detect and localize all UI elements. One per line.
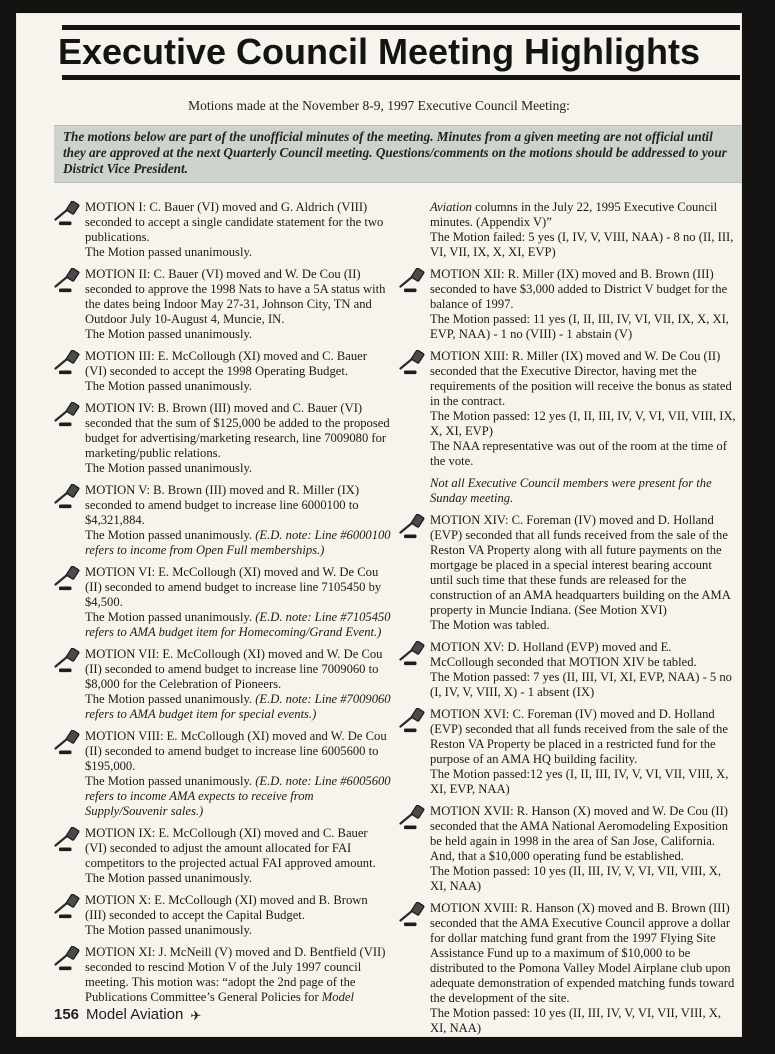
motion-paragraph [430, 409, 736, 439]
motion-text [85, 200, 391, 260]
text-run: MOTION VIII: E. McCollough (XI) moved and W. De Cou (II) seconded to amend budget to increase line 6005600 to $195,000. [85, 729, 387, 773]
motion-paragraph [430, 767, 736, 797]
text-run: The Motion passed:12 yes (I, II, III, IV, V, VI, VII, VIII, X, XI, EVP, NAA) [430, 767, 729, 796]
text-run: MOTION VII: E. McCollough (XI) moved and W. De Cou (II) seconded to amend budget to increase line 7009060 to $8,000 for the Celebration of Pioneers. [85, 647, 383, 691]
motion-text [430, 267, 736, 342]
gavel-icon [54, 483, 85, 558]
motion-text [430, 200, 736, 260]
motion-16 [399, 707, 736, 797]
motion-14 [399, 513, 736, 633]
text-run: The Motion passed unanimously. [85, 692, 256, 706]
text-run: MOTION X: E. McCollough (XI) moved and B. Brown (III) seconded to accept the Capital Budget. [85, 893, 368, 922]
motion-paragraph [85, 647, 391, 692]
header-bottom-rule [62, 75, 740, 80]
text-run: MOTION XV: D. Holland (EVP) moved and E. McCollough seconded that MOTION XIV be tabled. [430, 640, 697, 669]
motion-paragraph [430, 670, 736, 700]
text-run: The Motion passed unanimously. [85, 327, 253, 341]
motion-paragraph [85, 528, 391, 558]
text-run: The Motion passed unanimously. [85, 923, 253, 937]
text-run: MOTION IX: E. McCollough (XI) moved and C. Bauer (VI) seconded to adjust the amount allocated for FAI competitors to the projected actual FAI approved amount. [85, 826, 376, 870]
gavel-icon [399, 267, 430, 342]
motion-5 [54, 483, 391, 558]
text-run: MOTION VI: E. McCollough (XI) moved and W. De Cou (II) seconded to amend budget to increase line 7105450 by $4,500. [85, 565, 382, 609]
text-run: Not all Executive Council members were present for the Sunday meeting. [430, 476, 712, 505]
gavel-icon [399, 476, 430, 506]
motion-9 [54, 826, 391, 886]
motion-paragraph [430, 513, 736, 618]
text-run: The Motion passed unanimously. [85, 245, 253, 259]
footer-page-number: 156 [54, 1006, 80, 1023]
text-run: MOTION V: B. Brown (III) moved and R. Miller (IX) seconded to amend budget to increase line 6000100 to $4,321,884. [85, 483, 360, 527]
motion-paragraph [85, 774, 391, 819]
motion-text [430, 640, 736, 700]
header-top-rule [62, 25, 740, 30]
text-run: The NAA representative was out of the room at the time of the vote. [430, 439, 727, 468]
gavel-icon [399, 804, 430, 894]
motion-paragraph [430, 618, 736, 633]
gavel-icon [54, 729, 85, 819]
motion-paragraph [430, 267, 736, 312]
page-header [16, 13, 742, 80]
motion-paragraph [85, 245, 391, 260]
text-run: The Motion passed: 7 yes (II, III, VI, XI, EVP, NAA) - 5 no (I, IV, V, VIII, X) - 1 absent (IX) [430, 670, 732, 699]
text-run: MOTION IV: B. Brown (III) moved and C. Bauer (VI) seconded that the sum of $125,000 be added to the proposed budget for advertising/marketing research, line 7009080 for marketing/public relations. [85, 401, 390, 460]
motion-paragraph [85, 893, 391, 923]
text-run: MOTION XII: R. Miller (IX) moved and B. Brown (III) seconded to have $3,000 added to District V budget for the balance of 1997. [430, 267, 728, 311]
motion-13 [399, 349, 736, 469]
text-run: The Motion failed: 5 yes (I, IV, V, VIII, NAA) - 8 no (II, III, VI, VII, IX, X, XI, EVP) [430, 230, 734, 259]
gavel-icon [54, 349, 85, 394]
gavel-icon [399, 901, 430, 1036]
text-run: (E.D. note: Line #6000100 refers to income from Open Full memberships.) [85, 528, 391, 557]
motion-text [430, 349, 736, 469]
gavel-icon [399, 707, 430, 797]
text-run: The Motion passed unanimously. [85, 871, 253, 885]
text-run: Aviation [430, 200, 472, 214]
motion-paragraph [85, 200, 391, 245]
text-run: The Motion passed: 11 yes (I, II, III, IV, VI, VII, IX, X, XI, EVP, NAA) - 1 no (VIII) - 1 abstain (V) [430, 312, 729, 341]
text-run: MOTION XVI: C. Foreman (IV) moved and D. Holland (EVP) seconded that all funds received from the sale of the Reston VA Property be placed in a restricted fund for the purpose of an AMA HQ building facility. [430, 707, 728, 766]
motions-columns [54, 200, 742, 1037]
motion-paragraph [430, 200, 736, 230]
text-run: The Motion passed unanimously. [85, 461, 253, 475]
gavel-icon [54, 945, 85, 1005]
motion-text [85, 647, 391, 722]
motion-paragraph [85, 923, 391, 938]
motion-6 [54, 565, 391, 640]
motion-paragraph [85, 483, 391, 528]
gavel-icon [54, 267, 85, 342]
motion-text [85, 349, 391, 394]
motion-paragraph [430, 476, 736, 506]
motion-text [430, 804, 736, 894]
motion-paragraph [85, 565, 391, 610]
motion-4 [54, 401, 391, 476]
motion-paragraph [85, 692, 391, 722]
motion-7 [54, 647, 391, 722]
right-column [399, 200, 736, 1037]
motion-10 [54, 893, 391, 938]
unofficial-minutes-notice: The motions below are part of the unofficial minutes of the meeting. Minutes from a given meeting are not official until they are approved at the next Quarterly Council meeting. Questions/comments on the motions should be addressed to your District Vice President. [54, 125, 742, 183]
motion-text [430, 476, 736, 506]
text-run: MOTION III: E. McCollough (XI) moved and C. Bauer (VI) seconded to accept the 1998 Operating Budget. [85, 349, 367, 378]
motion-paragraph [85, 945, 391, 1005]
text-run: MOTION XIV: C. Foreman (IV) moved and D. Holland (EVP) seconded that all funds received from the sale of the Reston VA Property along with all future payments on the mortgage be placed in a special interest bearing account until such time that these funds are released for the construction of an AMA headquarters building on the AMA property in Muncie Indiana. (See Motion XVI) [430, 513, 731, 617]
motion-paragraph [85, 461, 391, 476]
text-run: MOTION II: C. Bauer (VI) moved and W. De Cou (II) seconded to approve the 1998 Nats to have a 5A status with the dates being Indoor May 27-31, Johnson City, TN and Outdoor July 10-August 4, Muncie, IN. [85, 267, 386, 326]
motion-18 [399, 901, 736, 1036]
motion-text [85, 401, 391, 476]
text-run: The Motion passed unanimously. [85, 774, 256, 788]
motion-paragraph [85, 871, 391, 886]
motion-text [85, 893, 391, 938]
motion-11 [54, 945, 391, 1005]
magazine-page [16, 13, 742, 1037]
motion-paragraph [430, 1006, 736, 1036]
text-run: MOTION XIII: R. Miller (IX) moved and W. De Cou (II) seconded that the Executive Director, having met the requirements of the position will receive the bonus as stated in the contract. [430, 349, 732, 408]
motion-text [85, 729, 391, 819]
text-run: MOTION XI: J. McNeill (V) moved and D. Bentfield (VII) seconded to rescind Motion V of the July 1997 council meeting. This motion was: “adopt the 2nd page of the Publications Committee’s General Policies for [85, 945, 386, 1004]
motion-text [85, 483, 391, 558]
text-run: MOTION XVIII: R. Hanson (X) moved and B. Brown (III) seconded that the AMA Executive Council approve a dollar for dollar matching fund grant from the 1997 Flying Site Assistance Fund up to a maximum of $10,000 to be distributed to the Pomona Valley Model Airplane club upon adequate demonstration of expended matching funds toward the development of the site. [430, 901, 735, 1005]
text-run: The Motion passed: 10 yes (II, III, IV, V, VI, VII, VIII, X, XI, NAA) [430, 864, 722, 893]
motion-paragraph [430, 864, 736, 894]
gavel-icon [399, 200, 430, 260]
text-run: The Motion passed unanimously. [85, 528, 256, 542]
gavel-icon [54, 565, 85, 640]
motion-2 [54, 267, 391, 342]
motion-paragraph [85, 267, 391, 327]
motion-12 [399, 267, 736, 342]
airplane-icon: ✈ [190, 1009, 202, 1024]
text-run: (E.D. note: Line #7009060 refers to AMA budget item for special events.) [85, 692, 391, 721]
gavel-icon [54, 826, 85, 886]
text-run: The Motion passed unanimously. [85, 379, 253, 393]
text-run: (E.D. note: Line #6005600 refers to income AMA expects to receive from Supply/Souvenir sales.) [85, 774, 391, 818]
motion-paragraph [430, 707, 736, 767]
gavel-icon [54, 893, 85, 938]
motion-paragraph [430, 439, 736, 469]
motion-paragraph [430, 640, 736, 670]
gavel-icon [54, 200, 85, 260]
footer-magazine-title: Model Aviation [86, 1006, 184, 1023]
page-title: Executive Council Meeting Highlights [57, 31, 701, 72]
motion-paragraph [430, 312, 736, 342]
gavel-icon [399, 513, 430, 633]
gavel-icon [54, 401, 85, 476]
left-column [54, 200, 391, 1037]
text-run: The Motion passed: 10 yes (II, III, IV, V, VI, VII, VIII, X, XI, NAA) [430, 1006, 722, 1035]
text-run: MOTION XVII: R. Hanson (X) moved and W. De Cou (II) seconded that the AMA National Aeromodeling Exposition be held again in 1998 in the area of San Jose, California. And, that a $10,000 operating fund be established. [430, 804, 729, 863]
text-run: The Motion passed: 12 yes (I, II, III, IV, V, VI, VII, VIII, IX, X, XI, EVP) [430, 409, 736, 438]
gavel-icon [399, 349, 430, 469]
motion-text [430, 707, 736, 797]
motion-15 [399, 640, 736, 700]
page-footer [54, 1006, 201, 1023]
sunday-note [399, 476, 736, 506]
motion-paragraph [430, 901, 736, 1006]
motion-paragraph [430, 230, 736, 260]
gavel-icon [399, 640, 430, 700]
motion-paragraph [85, 826, 391, 871]
motion-paragraph [85, 729, 391, 774]
text-run: (E.D. note: Line #7105450 refers to AMA budget item for Homecoming/Grand Event.) [85, 610, 391, 639]
motion-paragraph [85, 379, 391, 394]
motion-paragraph [85, 327, 391, 342]
gavel-icon [54, 647, 85, 722]
motion-text [85, 565, 391, 640]
motion-text [430, 901, 736, 1036]
meeting-subtitle: Motions made at the November 8-9, 1997 Executive Council Meeting: [188, 98, 570, 113]
motion-17 [399, 804, 736, 894]
motion-11-continuation [399, 200, 736, 260]
text-run: MOTION I: C. Bauer (VI) moved and G. Aldrich (VIII) seconded to accept a single candidate statement for the two publications. [85, 200, 384, 244]
motion-text [85, 267, 391, 342]
motion-1 [54, 200, 391, 260]
motion-text [430, 513, 736, 633]
motion-text [85, 826, 391, 886]
motion-3 [54, 349, 391, 394]
motion-8 [54, 729, 391, 819]
text-run: The Motion passed unanimously. [85, 610, 256, 624]
motion-paragraph [430, 349, 736, 409]
motion-paragraph [85, 349, 391, 379]
motion-text [85, 945, 391, 1005]
text-run: Model [321, 990, 354, 1004]
text-run: columns in the July 22, 1995 Executive Council minutes. (Appendix V)” [430, 200, 718, 229]
motion-paragraph [85, 401, 391, 461]
text-run: The Motion was tabled. [430, 618, 550, 632]
motion-paragraph [430, 804, 736, 864]
motion-paragraph [85, 610, 391, 640]
